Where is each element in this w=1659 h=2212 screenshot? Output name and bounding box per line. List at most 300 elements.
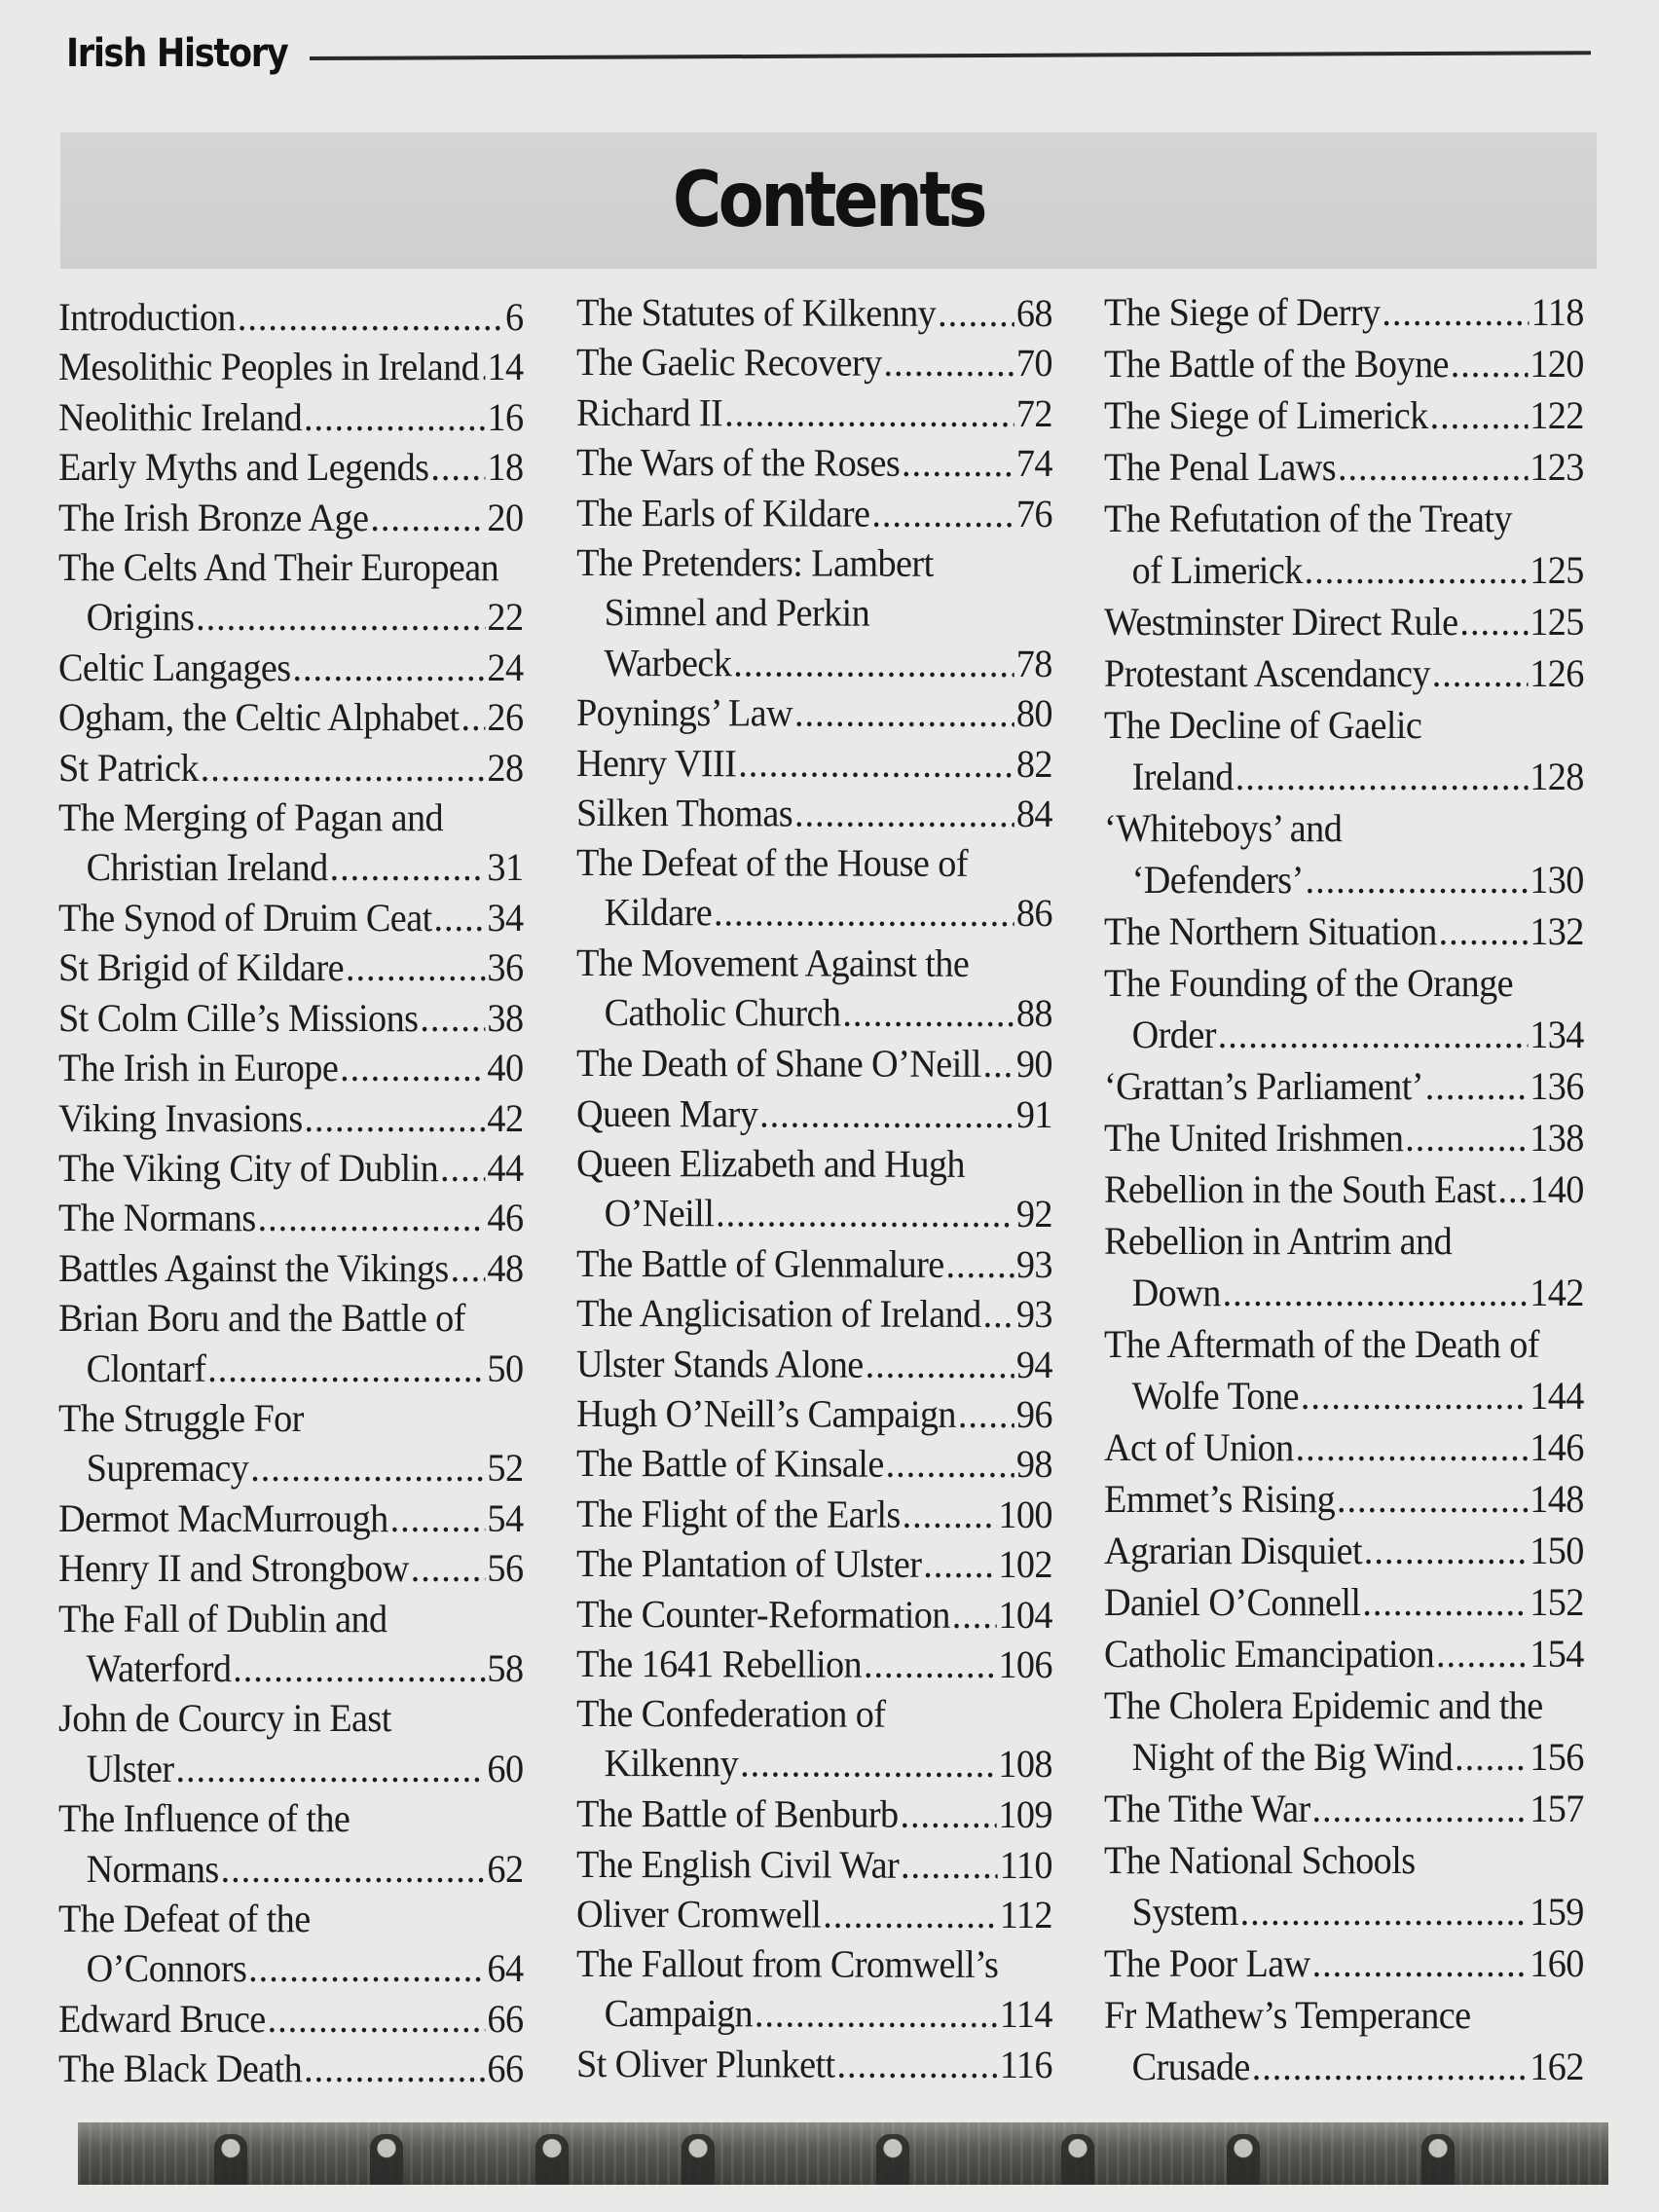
toc-entry[interactable] (58, 743, 524, 793)
toc-entry-title: The Plantation of Ulster (575, 1541, 922, 1586)
toc-page-number: 62 (487, 1846, 524, 1891)
dot-leader (1459, 596, 1528, 647)
toc-page-number: 66 (487, 1996, 524, 2041)
dot-leader (866, 1339, 1014, 1389)
toc-entry-title: The Battle of Glenmalure (575, 1240, 944, 1286)
toc-entry-title: The Aftermath of the Death of (1104, 1322, 1539, 1366)
toc-entry-title: The Normans (58, 1196, 256, 1240)
dot-leader (1338, 441, 1528, 493)
toc-entry-title: Ulster Stands Alone (575, 1341, 864, 1386)
toc-entry-title: Order (1131, 1013, 1216, 1056)
figure-silhouette (682, 2134, 715, 2185)
toc-page-number: 157 (1530, 1787, 1584, 1830)
toc-entry-title: The Viking City of Dublin (58, 1145, 439, 1190)
toc-page-number: 82 (1015, 741, 1053, 786)
toc-page-number: 24 (487, 645, 524, 689)
toc-page-number: 14 (487, 345, 524, 389)
toc-entry-title: The Counter-Reformation (575, 1591, 950, 1637)
toc-page-number: 66 (487, 2046, 524, 2091)
toc-entry-title: Poynings’ Law (575, 690, 793, 735)
toc-entry-title: St Oliver Plunkett (575, 2042, 835, 2086)
toc-page-number: 44 (487, 1145, 524, 1190)
toc-page-number: 34 (487, 895, 524, 940)
toc-entry[interactable] (58, 342, 524, 391)
toc-entry[interactable] (58, 542, 524, 643)
toc-page-number: 70 (1015, 341, 1053, 386)
toc-entry[interactable] (58, 1543, 524, 1593)
toc-entry-title: Kilkenny (604, 1741, 739, 1787)
toc-entry[interactable] (1104, 1576, 1584, 1628)
toc-entry-title: Brian Boru and the Battle of (58, 1296, 465, 1341)
toc-entry[interactable] (58, 1493, 524, 1543)
toc-entry-title: Battles Against the Vikings (58, 1245, 449, 1290)
toc-page-number: 6 (504, 295, 524, 339)
toc-entry[interactable] (58, 643, 524, 692)
dot-leader (901, 1839, 998, 1890)
dot-leader (420, 993, 485, 1043)
toc-entry-title: Introduction (58, 295, 236, 339)
toc-entry-title: The Struggle For (58, 1395, 304, 1440)
toc-entry[interactable] (576, 337, 1052, 387)
toc-page-number: 78 (1015, 641, 1052, 685)
dot-leader (481, 342, 485, 391)
dot-leader (733, 638, 1014, 688)
toc-entry-title: The Northern Situation (1104, 909, 1437, 953)
figure-silhouette (1227, 2134, 1260, 2185)
toc-page-number: 130 (1530, 858, 1584, 902)
toc-page-number: 93 (1015, 1241, 1053, 1286)
dot-leader (903, 1489, 997, 1539)
toc-page-number: 102 (998, 1542, 1053, 1587)
toc-entry[interactable] (576, 1839, 1052, 1890)
toc-entry-title: The Anglicisation of Ireland (575, 1291, 981, 1337)
dot-leader (1362, 1576, 1528, 1628)
dot-leader (958, 1389, 1014, 1440)
toc-entry-title: Viking Invasions (58, 1095, 303, 1140)
toc-entry[interactable] (58, 1043, 524, 1092)
toc-entry-title: O’Connors (86, 1946, 247, 1991)
dot-leader (1296, 1421, 1529, 1473)
toc-entry-title: Crusade (1131, 2045, 1250, 2088)
toc-page-number: 154 (1530, 1632, 1584, 1676)
toc-entry-title: The Statutes of Kilkenny (575, 290, 937, 335)
toc-page-number: 31 (487, 845, 524, 890)
toc-entry[interactable] (58, 392, 524, 442)
dot-leader (842, 988, 1014, 1039)
toc-entry[interactable] (1104, 1937, 1584, 1989)
dot-leader (946, 1239, 1015, 1290)
toc-entry-title: Warbeck (604, 640, 732, 685)
toc-page-number: 60 (487, 1746, 524, 1790)
toc-entry[interactable] (58, 942, 524, 992)
toc-entry[interactable] (58, 1143, 524, 1193)
toc-entry[interactable] (58, 893, 524, 942)
toc-page-number: 92 (1015, 1192, 1052, 1236)
toc-entry-title: The Irish in Europe (58, 1046, 339, 1090)
dot-leader (292, 643, 485, 692)
dot-leader (238, 292, 503, 342)
toc-entry-title: Silken Thomas (575, 791, 793, 835)
toc-entry-title: The Founding of the Orange (1104, 961, 1514, 1005)
toc-page-number: 86 (1015, 891, 1052, 936)
dot-leader (864, 1640, 997, 1690)
toc-page-number: 18 (487, 445, 524, 490)
toc-entry-title: The Fallout from Cromwell’s (576, 1941, 999, 1987)
figure-silhouette (535, 2134, 569, 2185)
toc-entry[interactable] (58, 993, 524, 1043)
toc-page-number: 125 (1530, 600, 1584, 644)
toc-entry[interactable] (576, 1288, 1052, 1339)
toc-entry-title: Hugh O’Neill’s Campaign (575, 1390, 957, 1436)
toc-entry-title: Edward Bruce (58, 1996, 266, 2041)
toc-entry[interactable] (58, 1793, 524, 1894)
dot-leader (258, 1193, 486, 1242)
dot-leader (1252, 2041, 1529, 2092)
figure-silhouette (370, 2134, 403, 2185)
toc-page-number: 56 (487, 1546, 524, 1591)
toc-entry[interactable] (1104, 802, 1584, 905)
toc-entry[interactable] (58, 793, 524, 893)
toc-page-number: 148 (1530, 1477, 1584, 1521)
toc-page-number: 152 (1530, 1580, 1584, 1624)
dot-leader (886, 1439, 1014, 1490)
toc-entry[interactable] (58, 1093, 524, 1143)
toc-entry-title: Henry VIII (575, 740, 737, 786)
dot-leader (823, 1890, 998, 1940)
figure-silhouette (214, 2134, 247, 2185)
dot-leader (1451, 338, 1529, 389)
toc-entry-title: Protestant Ascendancy (1104, 651, 1430, 695)
toc-page-number: 90 (1015, 1042, 1053, 1087)
toc-entry[interactable] (576, 1538, 1052, 1589)
toc-page-number: 80 (1015, 691, 1053, 736)
toc-column-1 (58, 292, 545, 2094)
dot-leader (268, 1994, 486, 2044)
toc-entry[interactable] (1104, 1834, 1584, 1937)
toc-entry[interactable] (1104, 647, 1584, 699)
toc-entry[interactable] (1104, 338, 1584, 389)
toc-entry-title: The Death of Shane O’Neill (575, 1041, 981, 1087)
dot-leader (1430, 389, 1529, 441)
dot-leader (1305, 544, 1529, 596)
toc-entry-title: ‘Whiteboys’ and (1104, 806, 1343, 850)
toc-entry[interactable] (576, 1639, 1052, 1689)
dot-leader (1436, 1628, 1528, 1679)
toc-entry[interactable] (576, 1489, 1052, 1539)
toc-entry-title: The Influence of the (58, 1796, 350, 1841)
toc-entry-title: The Merging of Pagan and (58, 795, 444, 840)
toc-entry[interactable] (1104, 1163, 1584, 1215)
dot-leader (1306, 854, 1529, 905)
toc-entry[interactable] (1104, 957, 1584, 1060)
dot-leader (304, 2044, 485, 2093)
toc-page-number: 52 (487, 1446, 524, 1491)
dot-leader (794, 688, 1014, 739)
toc-entry[interactable] (58, 1994, 524, 2044)
toc-page-number: 109 (998, 1792, 1053, 1837)
toc-entry[interactable] (576, 1138, 1052, 1239)
dot-leader (1382, 286, 1529, 338)
toc-entry-title: The Defeat of the House of (576, 840, 969, 886)
toc-entry-title: O’Neill (604, 1191, 715, 1235)
dot-leader (1455, 1731, 1528, 1783)
dot-leader (738, 738, 1014, 789)
dot-leader (1425, 1060, 1528, 1112)
toc-entry-title: Richard II (575, 389, 723, 435)
toc-page-number: 98 (1015, 1442, 1053, 1487)
toc-entry-title: Waterford (86, 1645, 232, 1690)
toc-entry[interactable] (58, 442, 524, 492)
toc-entry[interactable] (576, 437, 1052, 488)
dot-leader (434, 893, 486, 942)
toc-entry[interactable] (576, 1088, 1052, 1139)
dot-leader (902, 438, 1014, 489)
dot-leader (440, 1143, 485, 1193)
toc-entry[interactable] (576, 1889, 1052, 1939)
toc-entry[interactable] (1104, 1628, 1584, 1679)
toc-entry-title: Agrarian Disquiet (1104, 1529, 1363, 1572)
toc-entry-title: The Celts And Their European (58, 545, 499, 590)
toc-page-number: 88 (1015, 991, 1052, 1036)
toc-entry-title: The Tithe War (1104, 1787, 1310, 1830)
toc-page-number: 84 (1015, 792, 1053, 836)
toc-entry[interactable] (576, 488, 1052, 538)
toc-entry-title: The Earls of Kildare (575, 490, 870, 535)
toc-entry[interactable] (576, 1388, 1052, 1439)
toc-entry-title: Mesolithic Peoples in Ireland (58, 345, 480, 389)
dot-leader (370, 493, 485, 542)
toc-entry-title: St Brigid of Kildare (58, 945, 345, 990)
dot-leader (207, 1344, 485, 1393)
toc-page-number: 16 (487, 394, 524, 439)
toc-entry[interactable] (58, 1293, 524, 1393)
toc-entry-title: The Fall of Dublin and (58, 1596, 387, 1641)
toc-entry-title: Ulster (86, 1746, 174, 1790)
dot-leader (461, 692, 485, 742)
dot-leader (1312, 1937, 1529, 1989)
toc-entry-title: Night of the Big Wind (1131, 1735, 1454, 1779)
toc-entry[interactable] (58, 493, 524, 542)
toc-page-number: 160 (1530, 1941, 1584, 1985)
toc-entry[interactable] (1104, 1679, 1584, 1783)
dot-leader (196, 592, 485, 642)
toc-entry[interactable] (576, 687, 1052, 738)
dot-leader (201, 743, 486, 793)
toc-page-number: 159 (1530, 1890, 1584, 1934)
toc-entry-title: The 1641 Rebellion (575, 1641, 863, 1686)
toc-page-number: 72 (1015, 390, 1053, 435)
toc-entry[interactable] (1104, 1215, 1584, 1318)
toc-entry[interactable] (58, 1193, 524, 1242)
dot-leader (411, 1543, 486, 1593)
toc-entry[interactable] (576, 387, 1052, 438)
dot-leader (1405, 1112, 1528, 1163)
page-title: Contents (672, 157, 985, 244)
toc-page-number: 94 (1015, 1342, 1053, 1386)
toc-entry-title: The Movement Against the (576, 940, 970, 986)
toc-page-number: 140 (1530, 1167, 1584, 1211)
toc-entry[interactable] (1104, 1989, 1584, 2092)
toc-entry[interactable] (576, 788, 1052, 838)
toc-page-number: 46 (487, 1196, 524, 1240)
dot-leader (983, 1039, 1014, 1088)
toc-page-number: 125 (1530, 548, 1584, 592)
dot-leader (248, 1943, 485, 1993)
dot-leader (390, 1493, 486, 1543)
toc-entry-title: The Siege of Derry (1104, 290, 1381, 334)
toc-page-number: 132 (1530, 909, 1584, 953)
toc-page-number: 96 (1015, 1391, 1053, 1437)
toc-entry-title: The Gaelic Recovery (575, 340, 882, 386)
toc-entry[interactable] (1104, 286, 1584, 338)
toc-entry-title: Clontarf (86, 1346, 206, 1390)
dot-leader (759, 1088, 1014, 1139)
toc-page-number: 126 (1530, 651, 1584, 695)
toc-page-number: 93 (1015, 1292, 1053, 1337)
toc-entry-title: Origins (86, 595, 195, 640)
dot-leader (233, 1643, 485, 1693)
toc-entry[interactable] (576, 738, 1052, 789)
toc-entry[interactable] (576, 1238, 1052, 1289)
toc-page-number: 150 (1530, 1529, 1584, 1572)
toc-page-number: 36 (487, 945, 524, 990)
toc-entry-title: The Siege of Limerick (1104, 393, 1428, 437)
toc-page-number: 106 (998, 1641, 1053, 1687)
toc-entry[interactable] (58, 292, 524, 342)
toc-entry-title: Kildare (604, 890, 713, 936)
dot-leader (1240, 1886, 1529, 1937)
toc-entry-title: Ireland (1131, 755, 1234, 798)
dot-leader (221, 1844, 486, 1894)
toc-entry-title: The Poor Law (1104, 1941, 1310, 1985)
toc-page-number: 116 (999, 2043, 1053, 2087)
dot-leader (871, 488, 1014, 538)
toc-entry-title: Celtic Langages (58, 645, 291, 689)
toc-entry-title: The Penal Laws (1104, 445, 1337, 489)
dot-leader (714, 888, 1014, 939)
dot-leader (1364, 1525, 1528, 1576)
figure-silhouette (1061, 2134, 1094, 2185)
dot-leader (340, 1043, 485, 1092)
toc-entry[interactable] (576, 1438, 1052, 1489)
toc-entry[interactable] (576, 1688, 1052, 1789)
toc-page-number: 68 (1015, 290, 1053, 336)
toc-entry[interactable] (58, 1693, 524, 1793)
dot-leader (1235, 751, 1529, 802)
dot-leader (430, 442, 485, 492)
toc-entry[interactable] (58, 1594, 524, 1694)
toc-page-number: 74 (1015, 441, 1053, 486)
toc-entry[interactable] (1104, 1525, 1584, 1576)
toc-entry-title: The Black Death (58, 2046, 303, 2091)
dot-leader (716, 1189, 1014, 1239)
toc-entry-title: The Cholera Epidemic and the (1104, 1683, 1543, 1727)
toc-entry[interactable] (1104, 905, 1584, 957)
toc-entry-title: The Battle of Kinsale (575, 1441, 884, 1487)
toc-entry[interactable] (576, 287, 1052, 338)
toc-page-number: 122 (1530, 393, 1584, 437)
dot-leader (938, 288, 1014, 339)
toc-page-number: 48 (487, 1245, 524, 1290)
toc-entry-title: The Wars of the Roses (575, 440, 901, 485)
toc-entry[interactable] (1104, 493, 1584, 596)
toc-entry[interactable] (576, 2039, 1052, 2089)
dot-leader (175, 1744, 485, 1793)
toc-entry-title: The English Civil War (575, 1841, 900, 1887)
toc-page-number: 38 (487, 995, 524, 1040)
toc-entry[interactable] (1104, 1473, 1584, 1525)
toc-entry[interactable] (1104, 441, 1584, 493)
toc-entry-title: Daniel O’Connell (1104, 1580, 1361, 1624)
toc-page-number: 112 (999, 1892, 1053, 1937)
toc-entry[interactable] (576, 1038, 1052, 1088)
toc-entry-title: ‘Grattan’s Parliament’ (1104, 1064, 1423, 1108)
toc-column-2 (576, 287, 1075, 2089)
toc-entry-title: John de Courcy in East (58, 1696, 391, 1741)
toc-entry-title: Catholic Emancipation (1104, 1632, 1435, 1676)
toc-entry[interactable] (576, 938, 1052, 1039)
dot-leader (740, 1739, 996, 1789)
contents-title-band (60, 132, 1597, 269)
toc-page-number: 120 (1530, 342, 1584, 386)
toc-entry[interactable] (576, 1339, 1052, 1389)
toc-page-number: 142 (1530, 1271, 1584, 1314)
toc-entry[interactable] (576, 837, 1052, 939)
toc-entry[interactable] (58, 2044, 524, 2093)
toc-entry-title: Rebellion in Antrim and (1104, 1219, 1453, 1263)
toc-entry[interactable] (1104, 1060, 1584, 1112)
toc-entry[interactable] (58, 1393, 524, 1493)
toc-entry[interactable] (1104, 389, 1584, 441)
dot-leader (305, 1093, 486, 1143)
figure-silhouette (876, 2134, 909, 2185)
toc-entry[interactable] (1104, 699, 1584, 802)
toc-entry[interactable] (1104, 596, 1584, 647)
toc-entry[interactable] (58, 1894, 524, 1994)
toc-page-number: 22 (487, 595, 524, 640)
toc-entry[interactable] (1104, 1318, 1584, 1421)
dot-leader (923, 1539, 996, 1590)
toc-page-number: 134 (1530, 1013, 1584, 1056)
dot-leader (1432, 647, 1528, 699)
dot-leader (1218, 1009, 1528, 1060)
toc-entry[interactable] (576, 537, 1052, 688)
toc-page-number: 118 (1530, 290, 1584, 334)
dot-leader (1497, 1163, 1528, 1215)
toc-entry[interactable] (1104, 1783, 1584, 1834)
dot-leader (1439, 905, 1529, 957)
toc-entry-title: The United Irishmen (1104, 1116, 1404, 1160)
toc-entry[interactable] (58, 692, 524, 742)
toc-page-number: 91 (1015, 1091, 1053, 1136)
toc-entry[interactable] (576, 1938, 1052, 2040)
toc-page-number: 28 (487, 745, 524, 790)
toc-entry-title: The National Schools (1104, 1838, 1416, 1882)
toc-entry[interactable] (58, 1243, 524, 1293)
toc-entry[interactable] (576, 1788, 1052, 1839)
dot-leader (1312, 1783, 1529, 1834)
toc-entry-title: Oliver Cromwell (575, 1892, 822, 1936)
toc-column-3 (1104, 286, 1606, 2092)
toc-entry[interactable] (576, 1589, 1052, 1640)
toc-entry[interactable] (1104, 1421, 1584, 1473)
toc-entry-title: St Colm Cille’s Missions (58, 995, 419, 1040)
toc-entry-title: St Patrick (58, 745, 199, 790)
dot-leader (884, 338, 1015, 388)
toc-entry[interactable] (1104, 1112, 1584, 1163)
toc-entry-title: Dermot MacMurrough (58, 1495, 388, 1540)
dot-leader (952, 1589, 997, 1640)
